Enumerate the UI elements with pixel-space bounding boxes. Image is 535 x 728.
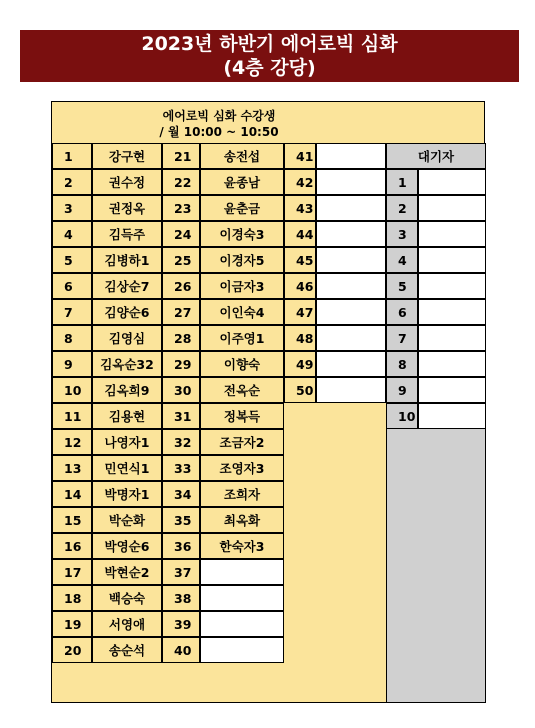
student-name-cell (418, 247, 486, 273)
row-number: 46 (284, 273, 316, 299)
row-number: 11 (52, 403, 92, 429)
row-number: 21 (162, 143, 200, 169)
row-number: 20 (52, 637, 92, 663)
title-banner (20, 30, 519, 82)
row-number: 13 (52, 455, 92, 481)
student-name-cell: 송순석 (92, 637, 162, 663)
row-number: 4 (386, 247, 418, 273)
row-number: 2 (52, 169, 92, 195)
student-name-cell: 김병하1 (92, 247, 162, 273)
row-number: 33 (162, 455, 200, 481)
student-name-cell: 이경자5 (200, 247, 284, 273)
row-number: 22 (162, 169, 200, 195)
row-number: 15 (52, 507, 92, 533)
student-name-cell: 김옥희9 (92, 377, 162, 403)
row-number: 37 (162, 559, 200, 585)
student-name-cell (316, 143, 386, 169)
student-name-cell: 정복득 (200, 403, 284, 429)
waitlist-empty-area (386, 402, 486, 703)
student-name-cell (316, 351, 386, 377)
student-name-cell (200, 585, 284, 611)
row-number: 5 (52, 247, 92, 273)
row-number: 42 (284, 169, 316, 195)
student-name-cell: 박순화 (92, 507, 162, 533)
row-number: 9 (386, 377, 418, 403)
title-line-1: 2023년 하반기 에어로빅 심화 (141, 33, 398, 55)
row-number: 43 (284, 195, 316, 221)
student-name-cell (418, 403, 486, 429)
row-number: 41 (284, 143, 316, 169)
student-name-cell: 조영자3 (200, 455, 284, 481)
row-number: 48 (284, 325, 316, 351)
student-name-cell: 나영자1 (92, 429, 162, 455)
student-name-cell (316, 299, 386, 325)
student-name-cell (316, 377, 386, 403)
student-name-cell: 민연식1 (92, 455, 162, 481)
row-number: 47 (284, 299, 316, 325)
row-number: 18 (52, 585, 92, 611)
row-number: 19 (52, 611, 92, 637)
student-name-cell: 송전섭 (200, 143, 284, 169)
row-number: 8 (52, 325, 92, 351)
student-name-cell (418, 221, 486, 247)
row-number: 17 (52, 559, 92, 585)
row-number: 3 (386, 221, 418, 247)
student-name-cell: 백승숙 (92, 585, 162, 611)
student-name-cell (418, 273, 486, 299)
row-number: 3 (52, 195, 92, 221)
roster-heading-schedule: / 월 10:00 ~ 10:50 (159, 125, 279, 139)
row-number: 1 (386, 169, 418, 195)
student-name-cell: 이경숙3 (200, 221, 284, 247)
student-name-cell (418, 299, 486, 325)
roster-heading (52, 102, 386, 143)
row-number: 27 (162, 299, 200, 325)
student-name-cell (316, 169, 386, 195)
row-number: 38 (162, 585, 200, 611)
student-name-cell: 조금자2 (200, 429, 284, 455)
row-number: 50 (284, 377, 316, 403)
row-number: 6 (386, 299, 418, 325)
student-name-cell (200, 637, 284, 663)
row-number: 1 (52, 143, 92, 169)
row-number: 8 (386, 351, 418, 377)
student-name-cell (316, 325, 386, 351)
row-number: 45 (284, 247, 316, 273)
row-number: 39 (162, 611, 200, 637)
row-number: 24 (162, 221, 200, 247)
row-number: 49 (284, 351, 316, 377)
student-name-cell: 김득주 (92, 221, 162, 247)
row-number: 30 (162, 377, 200, 403)
student-name-cell (316, 195, 386, 221)
row-number: 12 (52, 429, 92, 455)
student-name-cell: 박영순6 (92, 533, 162, 559)
student-name-cell (418, 377, 486, 403)
student-name-cell: 박현순2 (92, 559, 162, 585)
waitlist-heading: 대기자 (386, 143, 486, 169)
student-name-cell: 김양순6 (92, 299, 162, 325)
row-number: 34 (162, 481, 200, 507)
row-number: 23 (162, 195, 200, 221)
row-number: 25 (162, 247, 200, 273)
row-number: 36 (162, 533, 200, 559)
row-number: 7 (386, 325, 418, 351)
row-number: 40 (162, 637, 200, 663)
row-number: 16 (52, 533, 92, 559)
student-name-cell: 조희자 (200, 481, 284, 507)
row-number: 44 (284, 221, 316, 247)
student-name-cell: 이주영1 (200, 325, 284, 351)
student-name-cell (200, 559, 284, 585)
student-name-cell: 김영심 (92, 325, 162, 351)
row-number: 4 (52, 221, 92, 247)
row-number: 5 (386, 273, 418, 299)
row-number: 10 (386, 403, 418, 429)
row-number: 29 (162, 351, 200, 377)
row-number: 32 (162, 429, 200, 455)
roster-heading-title: 에어로빅 심화 수강생 (162, 109, 276, 123)
student-name-cell (418, 325, 486, 351)
student-name-cell (316, 247, 386, 273)
title-line-2: (4층 강당) (223, 57, 316, 79)
student-name-cell: 권정옥 (92, 195, 162, 221)
student-name-cell: 윤춘금 (200, 195, 284, 221)
row-number: 14 (52, 481, 92, 507)
student-name-cell: 이향숙 (200, 351, 284, 377)
row-number: 26 (162, 273, 200, 299)
row-number: 35 (162, 507, 200, 533)
row-number: 28 (162, 325, 200, 351)
row-number: 31 (162, 403, 200, 429)
student-name-cell (316, 221, 386, 247)
student-name-cell: 김옥순32 (92, 351, 162, 377)
row-number: 10 (52, 377, 92, 403)
student-name-cell: 이인숙4 (200, 299, 284, 325)
student-name-cell: 서영애 (92, 611, 162, 637)
student-name-cell (418, 351, 486, 377)
row-number: 2 (386, 195, 418, 221)
student-name-cell (316, 273, 386, 299)
roster-sheet (51, 101, 485, 703)
student-name-cell: 김상순7 (92, 273, 162, 299)
student-name-cell (200, 611, 284, 637)
row-number: 9 (52, 351, 92, 377)
student-name-cell: 이금자3 (200, 273, 284, 299)
student-name-cell: 김용현 (92, 403, 162, 429)
student-name-cell: 윤종남 (200, 169, 284, 195)
student-name-cell: 최옥화 (200, 507, 284, 533)
student-name-cell (418, 195, 486, 221)
row-number: 6 (52, 273, 92, 299)
student-name-cell: 권수정 (92, 169, 162, 195)
student-name-cell: 강구현 (92, 143, 162, 169)
student-name-cell: 한숙자3 (200, 533, 284, 559)
row-number: 7 (52, 299, 92, 325)
student-name-cell: 전옥순 (200, 377, 284, 403)
student-name-cell: 박명자1 (92, 481, 162, 507)
student-name-cell (418, 169, 486, 195)
